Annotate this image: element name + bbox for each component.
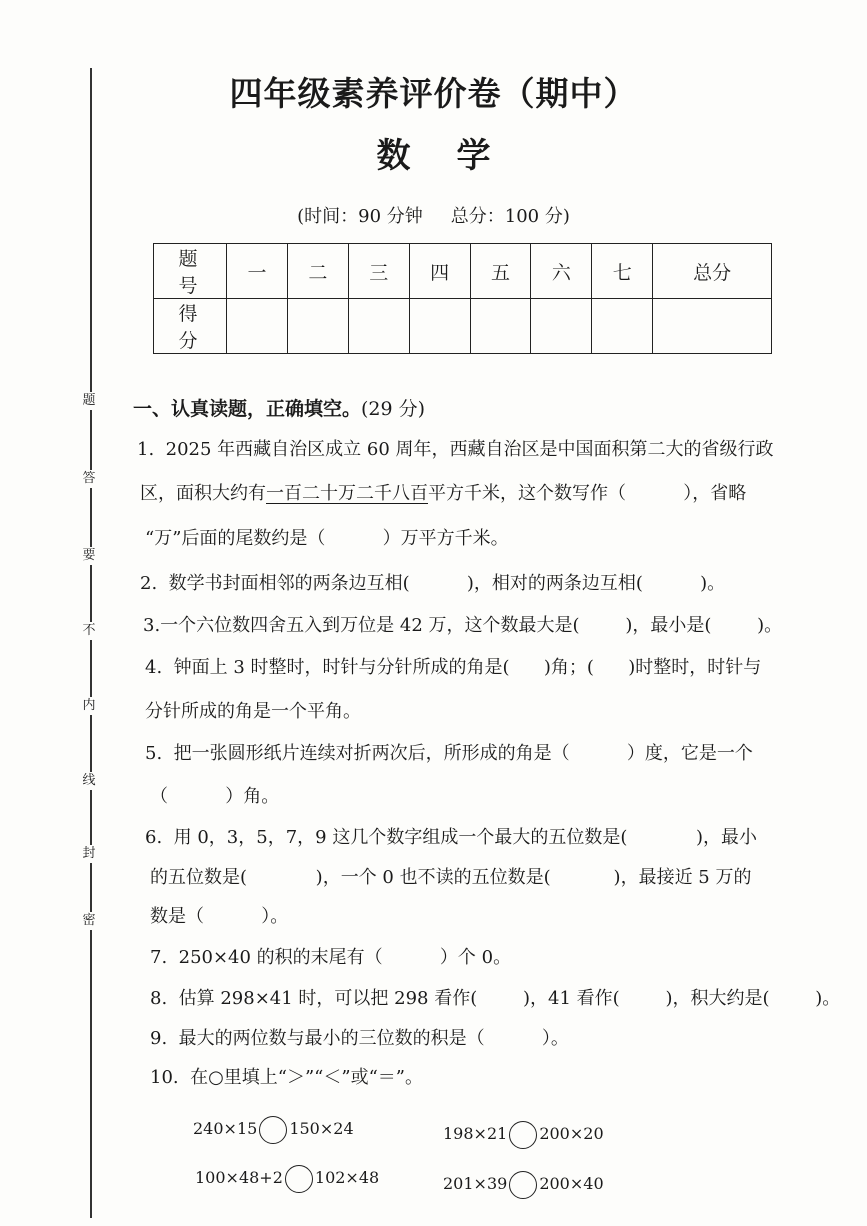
section-heading — [133, 394, 425, 421]
compare-right: 200×40 — [539, 1174, 604, 1193]
seal-char: 不 — [80, 622, 98, 640]
score-table — [153, 243, 772, 354]
question-4-line-1: 4. 钟面上 3 时整时，时针与分针所成的角是( )角；( )时整时，时针与 — [145, 657, 762, 678]
compare-left: 201×39 — [443, 1174, 508, 1193]
table-row — [154, 244, 772, 299]
score-cell[interactable] — [531, 299, 592, 354]
seal-char: 题 — [80, 392, 98, 410]
section-points: (29 分) — [361, 398, 426, 420]
answer-circle[interactable] — [259, 1116, 287, 1144]
question-4-line-2: 分针所成的角是一个平角。 — [145, 701, 361, 722]
compare-right: 102×48 — [314, 1168, 380, 1187]
score-cell[interactable] — [409, 299, 470, 354]
q1-text: 区，面积大约有 — [140, 483, 266, 504]
question-5-line-1: 5. 把一张圆形纸片连续对折两次后，所形成的角是（ ）度，它是一个 — [145, 743, 753, 764]
exam-meta — [0, 202, 867, 228]
binding-line — [90, 68, 92, 1218]
compare-item — [443, 1119, 604, 1149]
question-10: 10. 在○里填上“＞”“＜”或“＝”。 — [150, 1067, 423, 1088]
question-3: 3.一个六位数四舍五入到万位是 42 万，这个数最大是( )，最小是( )。 — [143, 615, 783, 636]
question-1-line-3: “万”后面的尾数约是（ ）万平方千米。 — [145, 528, 509, 549]
table-cell: 四 — [409, 244, 470, 299]
seal-char: 要 — [80, 547, 98, 565]
compare-left: 240×15 — [193, 1119, 258, 1138]
table-cell: 七 — [592, 244, 653, 299]
question-5-line-2: （ ）角。 — [150, 786, 280, 807]
compare-left: 100×48+2 — [195, 1168, 283, 1187]
compare-right: 150×24 — [289, 1119, 354, 1138]
underlined-number-words: 一百二十万二千八百 — [266, 483, 428, 504]
question-9: 9. 最大的两位数与最小的三位数的积是（ ）。 — [150, 1028, 569, 1049]
score-cell[interactable] — [348, 299, 409, 354]
table-row — [154, 299, 772, 354]
question-6-line-2: 的五位数是( )，一个 0 也不读的五位数是( )，最接近 5 万的 — [150, 867, 752, 888]
section-title: 一、认真读题，正确填空。 — [133, 398, 362, 420]
compare-right: 200×20 — [539, 1124, 604, 1143]
table-cell: 得 分 — [154, 299, 227, 354]
time-limit: (时间：90 分钟 — [297, 206, 423, 227]
answer-circle[interactable] — [509, 1121, 537, 1149]
question-1-line-1: 1. 2025 年西藏自治区成立 60 周年，西藏自治区是中国面积第二大的省级行政 — [137, 439, 774, 460]
subject-title: 数学 — [376, 136, 537, 176]
score-cell[interactable] — [592, 299, 653, 354]
table-cell: 一 — [227, 244, 288, 299]
score-cell[interactable] — [287, 299, 348, 354]
compare-item — [195, 1163, 379, 1193]
answer-circle[interactable] — [509, 1171, 537, 1199]
total-score: 总分：100 分) — [450, 206, 570, 227]
q1-text: 平方千米，这个数写作（ ），省略 — [428, 483, 747, 504]
score-cell[interactable] — [470, 299, 531, 354]
question-6-line-1: 6. 用 0，3，5，7，9 这几个数字组成一个最大的五位数是( )，最小 — [145, 827, 758, 848]
seal-char: 线 — [80, 772, 98, 790]
table-cell: 六 — [531, 244, 592, 299]
question-2: 2. 数学书封面相邻的两条边互相( )，相对的两条边互相( )。 — [140, 573, 726, 594]
seal-char: 答 — [80, 470, 98, 488]
compare-left: 198×21 — [443, 1124, 508, 1143]
question-8: 8. 估算 298×41 时，可以把 298 看作( )，41 看作( )，积大约是( )。 — [150, 988, 841, 1009]
table-cell: 三 — [348, 244, 409, 299]
table-cell: 二 — [287, 244, 348, 299]
seal-char: 内 — [80, 697, 98, 715]
table-cell: 总分 — [653, 244, 772, 299]
question-6-line-3: 数是（ ）。 — [150, 906, 289, 927]
table-cell: 五 — [470, 244, 531, 299]
page-title: 四年级素养评价卷（期中） — [229, 74, 638, 113]
score-cell[interactable] — [653, 299, 772, 354]
compare-item — [193, 1114, 354, 1144]
seal-char: 密 — [80, 912, 98, 930]
compare-item — [443, 1169, 604, 1199]
question-7: 7. 250×40 的积的末尾有（ ）个 0。 — [150, 947, 512, 968]
score-cell[interactable] — [227, 299, 288, 354]
table-cell: 题 号 — [154, 244, 227, 299]
question-1-line-2 — [140, 482, 746, 506]
seal-char: 封 — [80, 845, 98, 863]
answer-circle[interactable] — [285, 1165, 313, 1193]
